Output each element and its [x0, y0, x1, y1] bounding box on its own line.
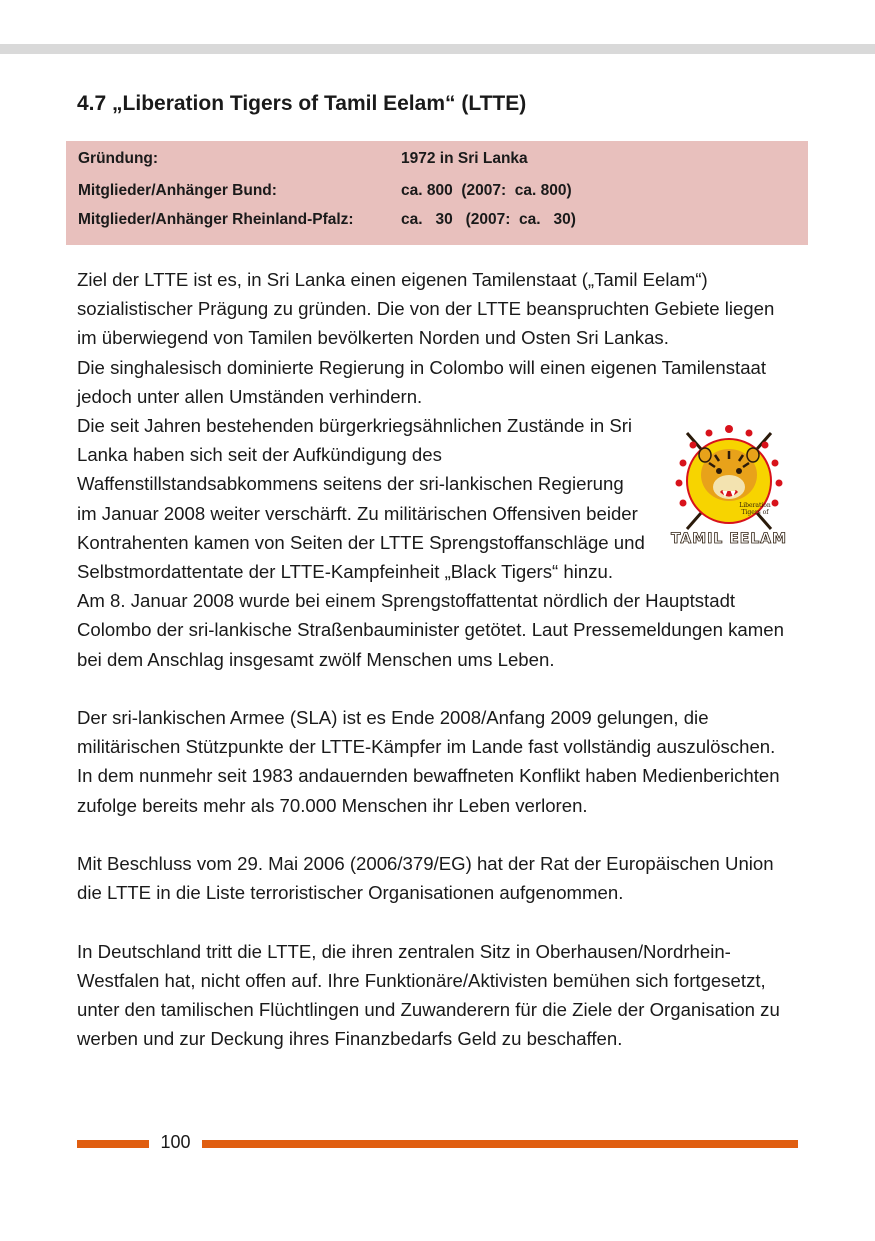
page-number: 100 [160, 1132, 191, 1152]
paragraph: Die seit Jahren bestehenden bürgerkriegsähnlichen Zustände in Sri Lanka haben sich seit der Aufkündigung des Waffenstillstandsabkommens seitens der sri-lankischen Regierung im Januar 2008 weiter verschärft. Zu militärischen Offensiven beider Kontrahenten kamen von Seiten der LTTE Sprengstoffanschläge und Selbstmordattentate der LTTE-Kampfeinheit „Black Tigers“ hinzu. [77, 415, 645, 583]
info-label: Mitglieder/Anhänger Rheinland-Pfalz: [78, 211, 354, 228]
paragraph: Ziel der LTTE ist es, in Sri Lanka einen eigenen Tamilenstaat („Tamil Eelam“) sozialistischer Prägung zu gründen. Die von der LTTE beanspruchten Gebiete liegen im überwiegend von Tamilen bevölkerten Norden und Osten Sri Lankas. [77, 269, 775, 349]
svg-text:Tigers of: Tigers of [741, 509, 769, 517]
paragraph: Am 8. Januar 2008 wurde bei einem Sprengstoffattentat nördlich der Hauptstadt Colombo der sri-lankische Straßenbauminister getötet. Laut Pressemeldungen kamen bei dem Anschlag insgesamt zwölf Menschen ums Leben. [77, 590, 784, 670]
tiger-emblem-icon [659, 411, 799, 561]
paragraph: In Deutschland tritt die LTTE, die ihren zentralen Sitz in Oberhausen/Nordrhein-Westfalen hat, nicht offen auf. Ihre Funktionäre/Aktivisten bemühen sich fortgesetzt, unter den tamilischen Flüchtlingen und Zuwanderern für die Ziele der Organisation zu werben und zur Deckung ihres Finanzbedarfs Geld zu beschaffen. [77, 940, 780, 1050]
paragraph: Der sri-lankischen Armee (SLA) ist es Ende 2008/Anfang 2009 gelungen, die militärischen Stützpunkte der LTTE-Kämpfer im Lande fast vollständig auszulöschen. [77, 707, 776, 758]
top-rule [0, 44, 875, 54]
info-value: ca. 800 (2007: ca. 800) [401, 182, 572, 199]
paragraph-gap [77, 907, 799, 936]
info-value: ca. 30 (2007: ca. 30) [401, 211, 576, 228]
body-text [77, 265, 799, 1053]
footer-rule-left [77, 1140, 149, 1148]
paragraph-gap [77, 674, 799, 703]
paragraph: In dem nunmehr seit 1983 andauernden bewaffneten Konflikt haben Medienberichten zufolge bereits mehr als 70.000 Menschen ihr Leben verloren. [77, 765, 780, 816]
svg-text:TAMIL EELAM: TAMIL EELAM [670, 531, 788, 548]
footer-rule-right [202, 1140, 798, 1148]
info-box [66, 141, 808, 245]
paragraph-gap [77, 820, 799, 849]
paragraph: Die singhalesisch dominierte Regierung in Colombo will einen eigenen Tamilenstaat jedoch unter allen Umständen verhindern. [77, 356, 767, 407]
section-heading: 4.7 „Liberation Tigers of Tamil Eelam“ (LTTE) [77, 92, 527, 115]
svg-text:Liberation: Liberation [739, 502, 771, 510]
paragraph: Mit Beschluss vom 29. Mai 2006 (2006/379/EG) hat der Rat der Europäischen Union die LTTE in die Liste terroristischer Organisationen aufgenommen. [77, 853, 774, 904]
info-label: Gründung: [78, 150, 159, 167]
info-value: 1972 in Sri Lanka [401, 150, 528, 167]
info-label: Mitglieder/Anhänger Bund: [78, 182, 277, 199]
ltte-logo [659, 411, 799, 561]
